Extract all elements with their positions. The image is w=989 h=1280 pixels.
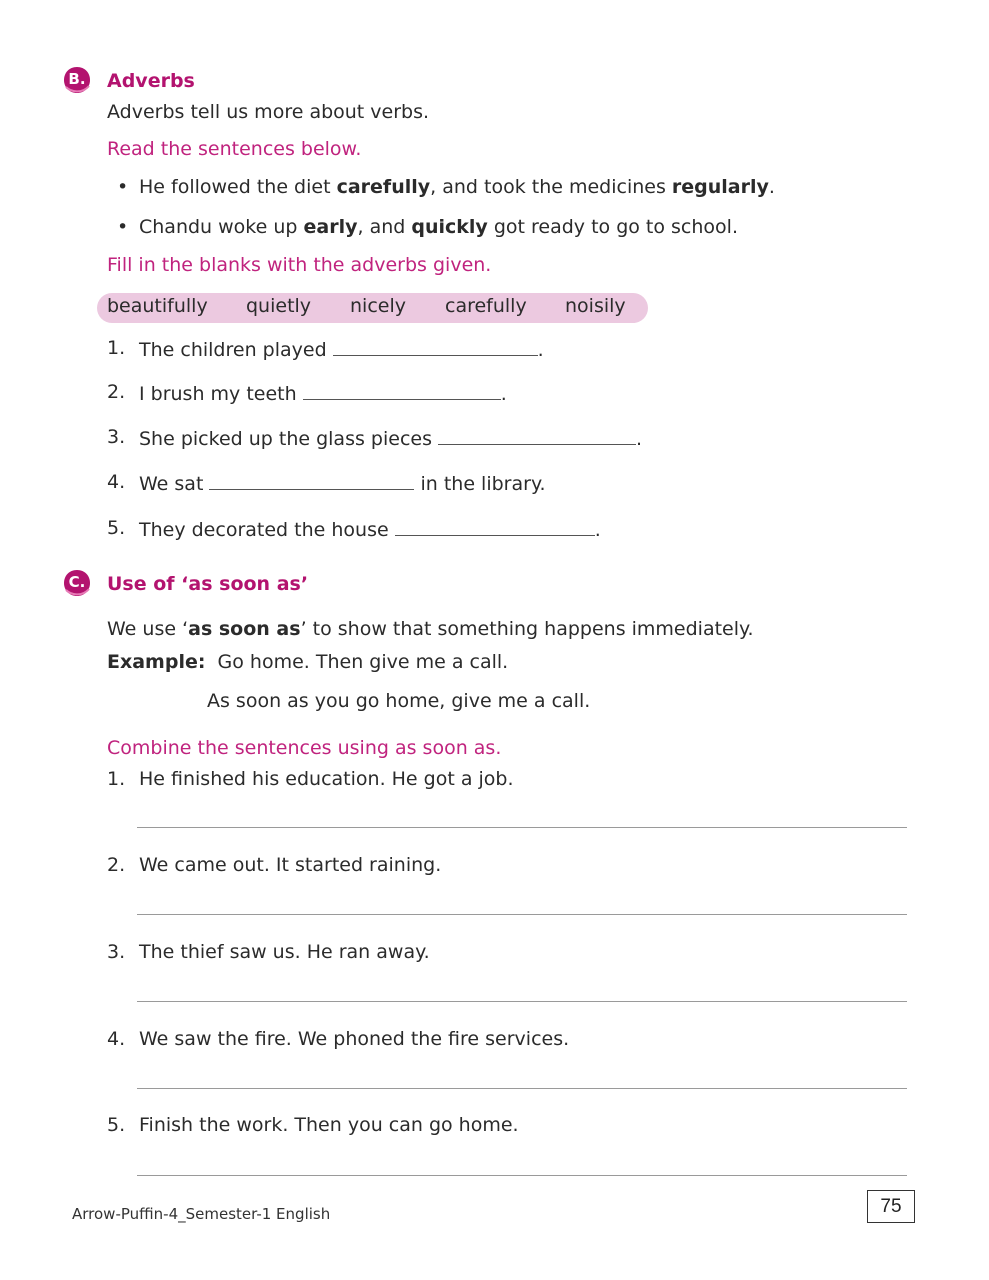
word-bank-item: beautifully xyxy=(107,295,208,317)
footer-book-title: Arrow-Puffin-4_Semester-1 English xyxy=(72,1205,331,1223)
badge-letter: C. xyxy=(68,573,86,591)
section-c-intro: We use ‘as soon as’ to show that something happens immediately. xyxy=(107,618,754,640)
fill-exercise-2: I brush my teeth . xyxy=(139,383,507,405)
item-number: 2. xyxy=(107,854,126,876)
example-line-1: Go home. Then give me a call. xyxy=(217,651,509,673)
section-b-title: Adverbs xyxy=(107,70,195,92)
section-c-badge xyxy=(62,568,92,598)
answer-line[interactable] xyxy=(137,1088,907,1089)
page-number: 75 xyxy=(867,1190,915,1223)
exercise-number: 3. xyxy=(107,426,126,448)
item-number: 5. xyxy=(107,1114,126,1136)
instruction-read: Read the sentences below. xyxy=(107,138,362,160)
fill-exercise-3: She picked up the glass pieces . xyxy=(139,428,643,450)
example-label: Example: xyxy=(107,651,206,673)
word-bank-item: carefully xyxy=(445,295,527,317)
instruction-fill: Fill in the blanks with the adverbs given. xyxy=(107,254,492,276)
blank-field[interactable] xyxy=(333,337,538,356)
blank-field[interactable] xyxy=(395,517,595,536)
answer-line[interactable] xyxy=(137,914,907,915)
item-number: 1. xyxy=(107,768,126,790)
answer-line[interactable] xyxy=(137,827,907,828)
exercise-number: 5. xyxy=(107,517,126,539)
exercise-number: 4. xyxy=(107,471,126,493)
exercise-number: 1. xyxy=(107,337,126,359)
section-c-title: Use of ‘as soon as’ xyxy=(107,573,309,595)
item-number: 3. xyxy=(107,941,126,963)
fill-exercise-4: We sat in the library. xyxy=(139,473,546,495)
example-sentence-2: Chandu woke up early, and quickly got ready to go to school. xyxy=(139,216,738,238)
answer-line[interactable] xyxy=(137,1001,907,1002)
combine-item-4: We saw the fire. We phoned the fire services. xyxy=(139,1028,570,1050)
item-number: 4. xyxy=(107,1028,126,1050)
fill-exercise-1: The children played . xyxy=(139,339,544,361)
blank-field[interactable] xyxy=(303,381,501,400)
word-bank-item: noisily xyxy=(565,295,626,317)
example-line-2: As soon as you go home, give me a call. xyxy=(207,690,591,712)
bullet-2: • xyxy=(117,216,129,238)
example-sentence-1: He followed the diet carefully, and took the medicines regularly. xyxy=(139,176,775,198)
combine-item-2: We came out. It started raining. xyxy=(139,854,442,876)
combine-item-5: Finish the work. Then you can go home. xyxy=(139,1114,519,1136)
instruction-combine: Combine the sentences using as soon as. xyxy=(107,737,502,759)
section-b-badge xyxy=(62,65,92,95)
word-bank-item: nicely xyxy=(350,295,406,317)
section-b-intro: Adverbs tell us more about verbs. xyxy=(107,101,430,123)
fill-exercise-5: They decorated the house . xyxy=(139,519,601,541)
exercise-number: 2. xyxy=(107,381,126,403)
combine-item-3: The thief saw us. He ran away. xyxy=(139,941,430,963)
badge-letter: B. xyxy=(68,70,86,88)
word-bank-item: quietly xyxy=(246,295,312,317)
blank-field[interactable] xyxy=(438,426,636,445)
bullet-1: • xyxy=(117,176,129,198)
combine-item-1: He finished his education. He got a job. xyxy=(139,768,514,790)
blank-field[interactable] xyxy=(209,471,414,490)
example-row xyxy=(107,651,508,673)
answer-line[interactable] xyxy=(137,1175,907,1176)
